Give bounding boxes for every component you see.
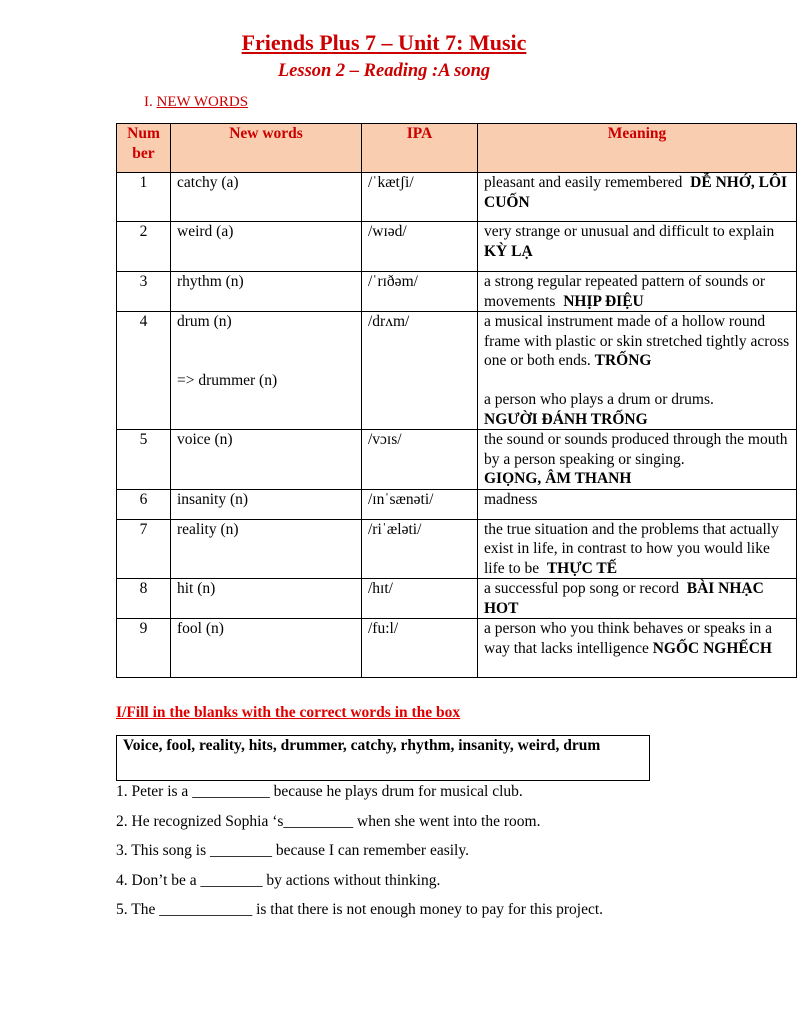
meaning-text: very strange or unusual and difficult to explain — [484, 223, 775, 240]
header-ipa: IPA — [362, 124, 478, 173]
vietnamese-meaning: TRỐNG — [594, 352, 652, 369]
table-header-row — [117, 124, 797, 173]
row-number: 8 — [117, 579, 171, 619]
meaning-text: pleasant and easily remembered — [484, 174, 683, 191]
meaning-text: the true situation and the problems that actually exist in life, in contrast to how you would like life to be — [484, 520, 779, 577]
vietnamese-meaning: NHỊP ĐIỆU — [563, 292, 644, 310]
row-ipa: /drʌm/ — [362, 312, 478, 430]
vietnamese-meaning: THỰC TẾ — [546, 559, 618, 577]
row-number: 4 — [117, 312, 171, 430]
row-word: voice (n) — [171, 430, 362, 490]
row-word: hit (n) — [171, 579, 362, 619]
vocabulary-table — [116, 123, 797, 678]
row-ipa: /riˈæləti/ — [362, 519, 478, 579]
meaning-text: the sound or sounds produced through the mouth by a person speaking or singing. — [484, 431, 788, 468]
lesson-subtitle: Lesson 2 – Reading :A song — [277, 61, 491, 81]
row-number: 5 — [117, 430, 171, 490]
table-row — [117, 619, 797, 678]
row-meaning — [478, 173, 797, 222]
row-meaning: madness — [478, 489, 797, 519]
question-item: 5. The ____________ is that there is not enough money to pay for this project. — [116, 901, 604, 918]
vietnamese-meaning: DỄ NHỚ, LÔI CUỐN — [484, 174, 788, 211]
vietnamese-meaning: NGỐC NGHẾCH — [652, 639, 772, 657]
question-item: 2. He recognized Sophia ‘s_________ when she went into the room. — [116, 813, 541, 830]
header-new-words: New words — [171, 124, 362, 173]
meaning-text: a musical instrument made of a hollow round frame with plastic or skin stretched tightly across one or both ends. — [484, 313, 790, 369]
row-ipa: /ɪnˈsænəti/ — [362, 489, 478, 519]
vietnamese-meaning-2: NGƯỜI ĐÁNH TRỐNG — [484, 410, 648, 428]
row-meaning — [478, 619, 797, 678]
row-word: rhythm (n) — [171, 272, 362, 312]
question-item: 4. Don’t be a ________ by actions without thinking. — [116, 872, 441, 889]
meaning-text: a person who you think behaves or speaks in a way that lacks intelligence — [484, 620, 772, 657]
section-label: NEW WORDS — [156, 94, 249, 110]
row-word: insanity (n) — [171, 489, 362, 519]
row-word: catchy (a) — [171, 173, 362, 222]
row-meaning — [478, 222, 797, 272]
row-word — [171, 312, 362, 430]
table-row — [117, 312, 797, 430]
word-box — [116, 735, 650, 781]
row-ipa: /fu:l/ — [362, 619, 478, 678]
header-number: Num ber — [117, 124, 171, 173]
meaning-text: a strong regular repeated pattern of sounds or movements — [484, 273, 766, 310]
row-word: weird (a) — [171, 222, 362, 272]
table-row — [117, 489, 797, 519]
row-meaning — [478, 312, 797, 430]
question-item: 1. Peter is a __________ because he plays drum for musical club. — [116, 783, 523, 800]
word-box-text: Voice, fool, reality, hits, drummer, catchy, rhythm, insanity, weird, drum — [123, 737, 601, 754]
document-title: Friends Plus 7 – Unit 7: Music — [241, 30, 527, 55]
row-number: 1 — [117, 173, 171, 222]
row-meaning — [478, 519, 797, 579]
section-heading-new-words — [144, 94, 248, 111]
row-number: 3 — [117, 272, 171, 312]
row-ipa: /vɔɪs/ — [362, 430, 478, 490]
header-meaning: Meaning — [478, 124, 797, 173]
table-row — [117, 173, 797, 222]
table-row — [117, 272, 797, 312]
table-row — [117, 430, 797, 490]
row-ipa: /ˈrɪðəm/ — [362, 272, 478, 312]
table-row — [117, 519, 797, 579]
row-word: fool (n) — [171, 619, 362, 678]
word-text: drum (n) — [177, 313, 232, 330]
meaning-text: a successful pop song or record — [484, 580, 679, 597]
row-number: 7 — [117, 519, 171, 579]
row-ipa: /hɪt/ — [362, 579, 478, 619]
row-number: 6 — [117, 489, 171, 519]
exercise-heading: I/Fill in the blanks with the correct words in the box — [116, 704, 461, 721]
row-meaning — [478, 272, 797, 312]
row-word: reality (n) — [171, 519, 362, 579]
section-numeral: I. — [144, 94, 153, 110]
row-number: 9 — [117, 619, 171, 678]
row-ipa: /wɪəd/ — [362, 222, 478, 272]
table-row — [117, 222, 797, 272]
row-meaning — [478, 579, 797, 619]
row-meaning — [478, 430, 797, 490]
vietnamese-meaning: KỲ LẠ — [484, 242, 533, 260]
derived-word-text: => drummer (n) — [177, 371, 278, 389]
vietnamese-meaning: GIỌNG, ÂM THANH — [484, 470, 632, 487]
question-item: 3. This song is ________ because I can remember easily. — [116, 842, 469, 859]
meaning-text-2: a person who plays a drum or drums. — [484, 391, 714, 408]
row-number: 2 — [117, 222, 171, 272]
row-ipa: /ˈkætʃi/ — [362, 173, 478, 222]
vietnamese-meaning: BÀI NHẠC HOT — [484, 580, 764, 617]
table-row — [117, 579, 797, 619]
